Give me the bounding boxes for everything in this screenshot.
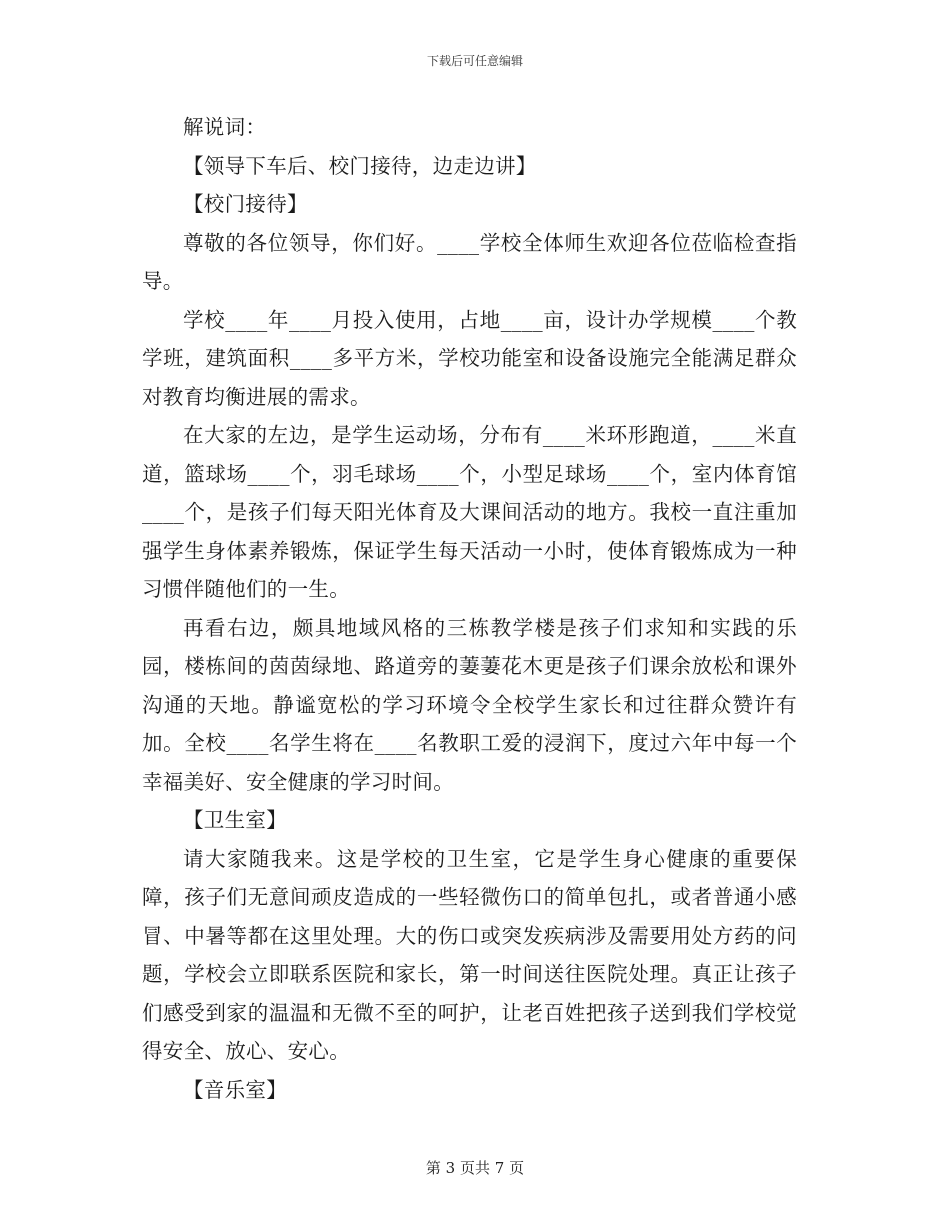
section-heading-gate: 【校门接待】 — [183, 192, 308, 216]
paragraph-clinic: 请大家随我来。这是学校的卫生室，它是学生身心健康的重要保障，孩子们无意间顽皮造成的一些轻微伤口的简单包扎，或者普通小感冒、中暑等都在这里处理。大的伤口或突发疾病涉及需要用处方药的问题，学校会立即联系医院和家长，第一时间送往医院处理。真正让孩子们感受到家的温温和无微不至的呵护，让老百姓把孩子送到我们学校觉得安全、放心、安心。 — [142, 846, 797, 1063]
paragraph-welcome: 尊敬的各位领导，你们好。____学校全体师生欢迎各位莅临检查指导。 — [142, 230, 797, 293]
page-header: 下载后可任意编辑 — [426, 54, 523, 68]
caption-label: 解说词： — [183, 115, 267, 139]
paragraph-school-intro: 学校____年____月投入使用，占地____亩，设计办学规模____个教学班，建筑面积____多平方米，学校功能室和设备设施完全能满足群众对教育均衡进展的需求。 — [142, 307, 797, 409]
paragraph-sports-field: 在大家的左边，是学生运动场，分布有____米环形跑道，____米直道，篮球场____个，羽毛球场____个，小型足球场____个，室内体育馆____个，是孩子们每天阳光体育及大课间活动的地方。我校一直注重加强学生身体素养锻炼，保证学生每天活动一小时，使体育锻炼成为一种习惯伴随他们的一生。 — [142, 423, 797, 601]
document-body — [142, 108, 797, 1109]
section-heading-music-room: 【音乐室】 — [183, 1077, 287, 1102]
section-heading-clinic: 【卫生室】 — [183, 808, 287, 832]
page-number: 第 3 页共 7 页 — [425, 1159, 525, 1177]
paragraph-teaching-buildings: 再看右边，颇具地域风格的三栋教学楼是孩子们求知和实践的乐园，楼栋间的茵茵绿地、路道旁的萋萋花木更是孩子们课余放松和课外沟通的天地。静谧宽松的学习环境令全校学生家长和过往群众赞许有加。全校____名学生将在____名教职工爱的浸润下，度过六年中每一个幸福美好、安全健康的学习时间。 — [142, 615, 797, 794]
stage-direction: 【领导下车后、校门接待，边走边讲】 — [183, 153, 537, 178]
